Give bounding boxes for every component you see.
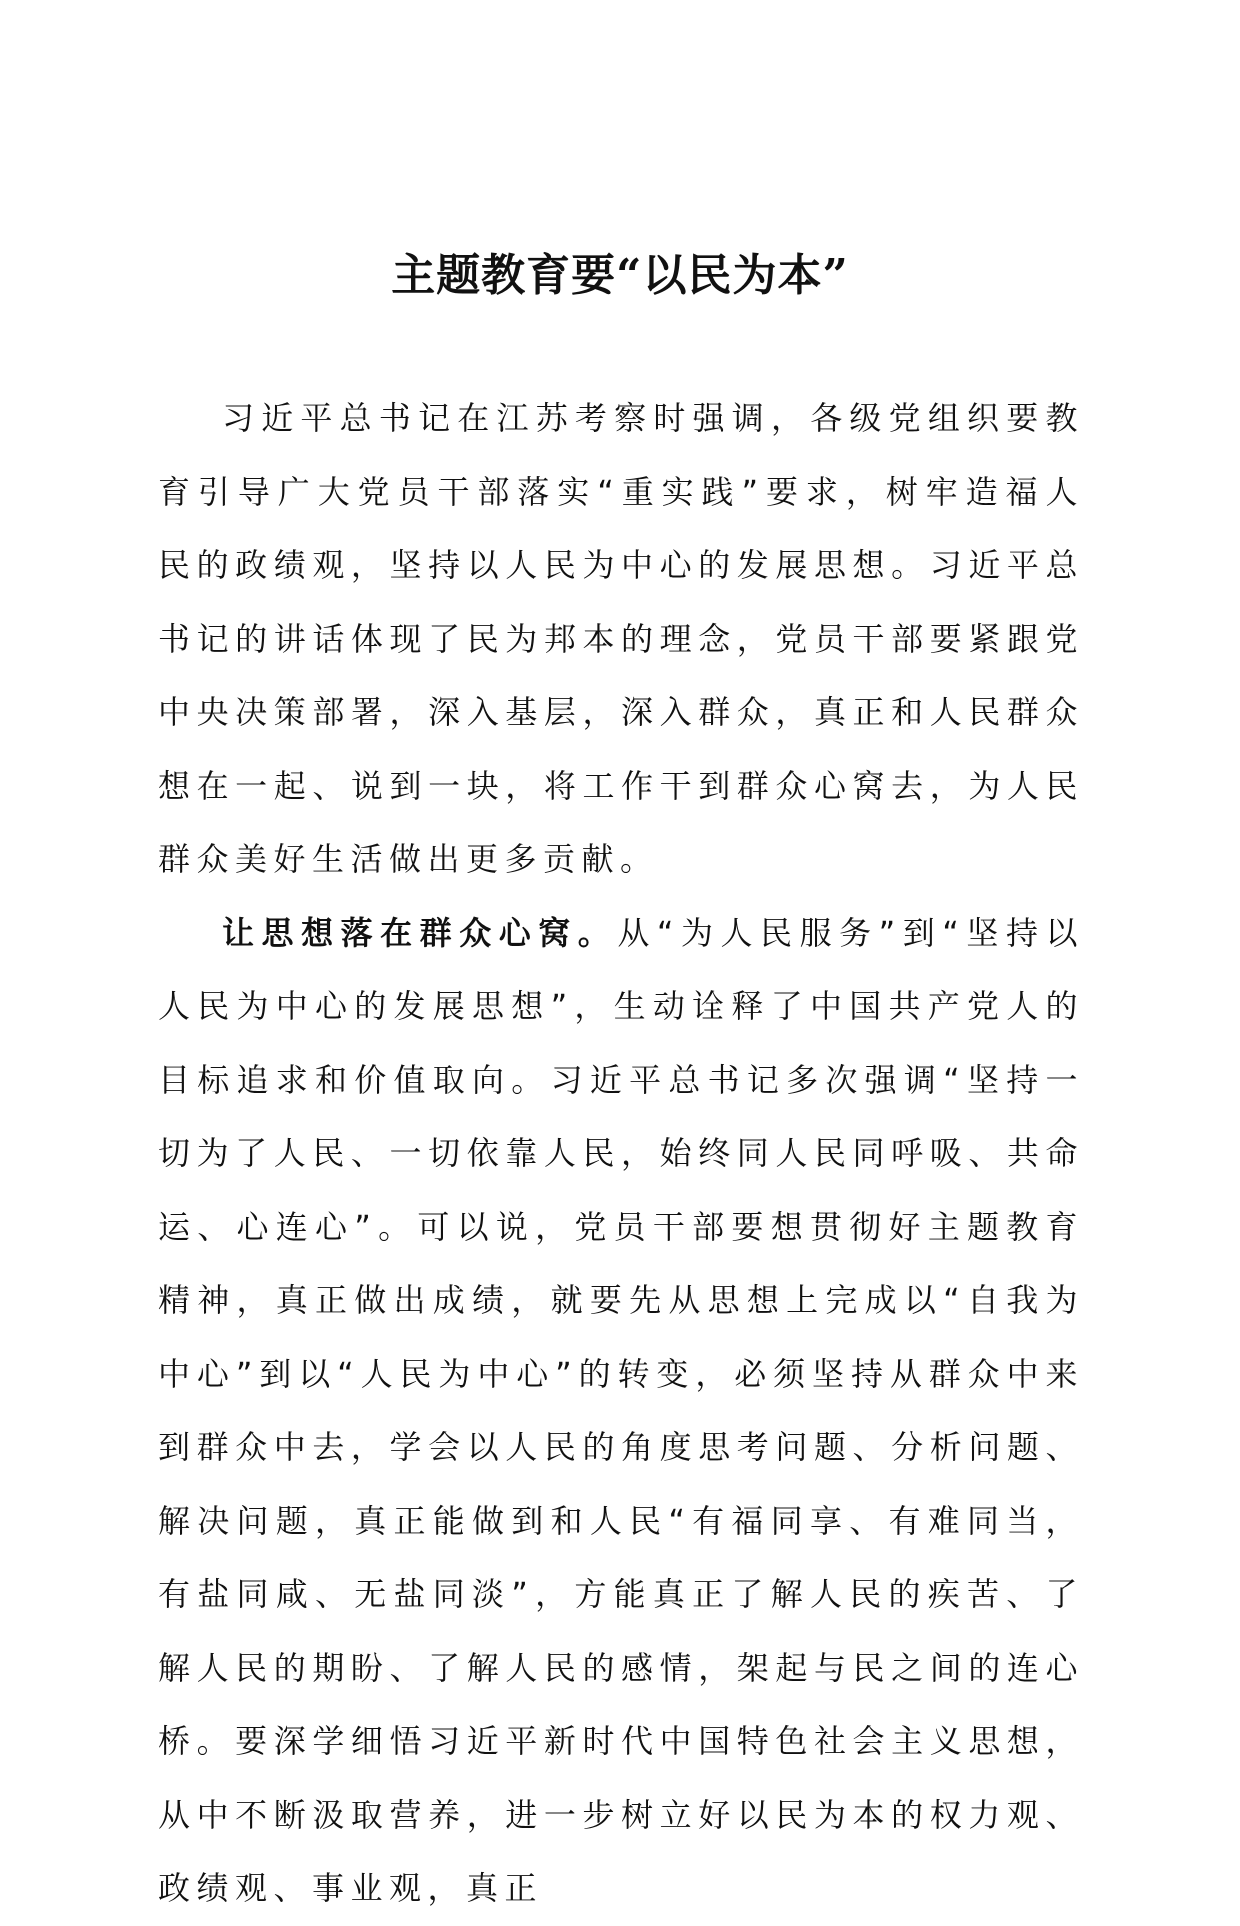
paragraph-2-lead: 让思想落在群众心窝。 [222,913,618,952]
document-title: 主题教育要“以民为本” [391,250,849,301]
paragraph-1 [158,382,1084,897]
paragraph-2-text: 从“为人民服务”到“坚持以人民为中心的发展思想”，生动诠释了中国共产党人的目标追求和价值取向。习近平总书记多次强调“坚持一切为了人民、一切依靠人民，始终同人民同呼吸、共命运、心连心”。可以说，党员干部要想贯彻好主题教育精神，真正做出成绩，就要先从思想上完成以“自我为中心”到以“人民为中心”的转变，必须坚持从群众中来到群众中去，学会以人民的角度思考问题、分析问题、解决问题，真正能做到和人民“有福同享、有难同当，有盐同咸、无盐同淡”，方能真正了解人民的疾苦、了解人民的期盼、了解人民的感情，架起与民之间的连心桥。要深学细悟习近平新时代中国特色社会主义思想，从中不断汲取营养，进一步树立好以民为本的权力观、政绩观、事业观，真正 [158,913,1084,1907]
document-body [158,382,1084,1926]
paragraph-1-text: 习近平总书记在江苏考察时强调，各级党组织要教育引导广大党员干部落实“重实践”要求，树牢造福人民的政绩观，坚持以人民为中心的发展思想。习近平总书记的讲话体现了民为邦本的理念，党员干部要紧跟党中央决策部署，深入基层，深入群众，真正和人民群众想在一起、说到一块，将工作干到群众心窝去，为人民群众美好生活做出更多贡献。 [158,399,1084,878]
paragraph-2 [158,897,1084,1926]
